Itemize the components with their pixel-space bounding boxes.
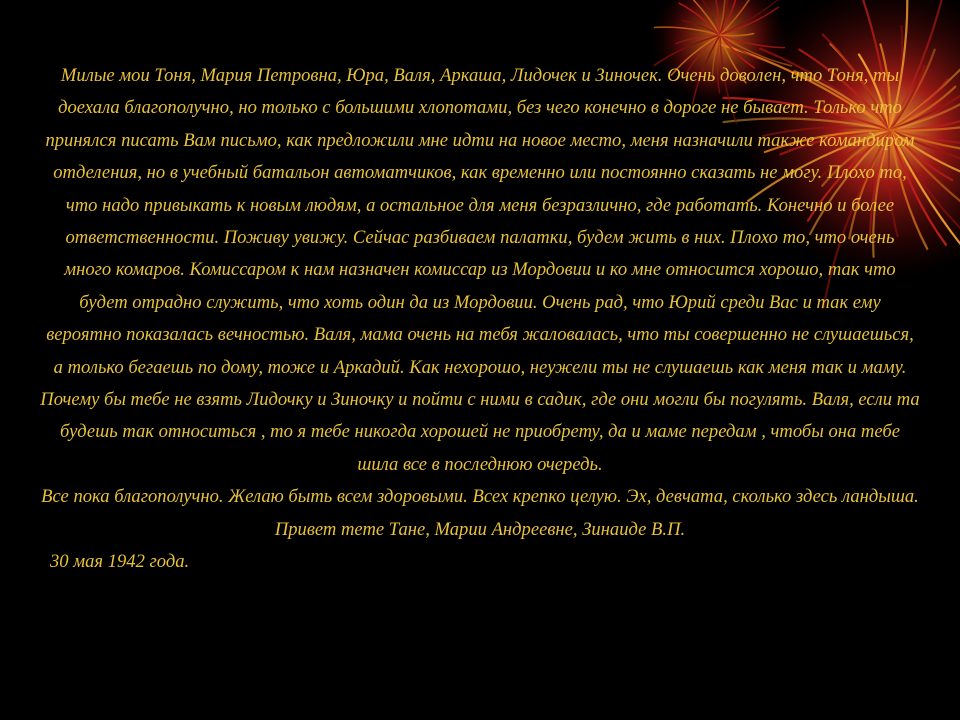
- letter-closing: Все пока благополучно. Желаю быть всем здоровыми. Всех крепко целую. Эх, девчата, сколько здесь ландыша. Привет тете Тане, Марии Андреевне, Зинаиде В.П.: [41, 486, 919, 540]
- letter-text: [40, 60, 920, 579]
- letter-date: 30 мая 1942 года.: [50, 551, 190, 573]
- letter-body: Милые мои Тоня, Мария Петровна, Юра, Валя, Аркаша, Лидочек и Зиночек. Очень доволен, что Тоня, ты доехала благополучно, но только с большими хлопотами, без чего конечно в дороге не бывает. Только что принялся писать Вам письмо, как предложили мне идти на новое место, меня назначили также командиром отделения, но в учебный батальон автоматчиков, как временно или постоянно сказать не могу. Плохо то, что надо привыкать к новым людям, а остальное для меня безразлично, где работать. Конечно и более ответственности. Поживу увижу. Сейчас разбиваем палатки, будем жить в них. Плохо то, что очень много комаров. Комиссаром к нам назначен комиссар из Мордовии и ко мне относится хорошо, так что будет отрадно служить, что хоть один да из Мордовии. Очень рад, что Юрий среди Вас и так ему вероятно показалась вечностью. Валя, мама очень на тебя жаловалась, что ты совершенно не слушаешься, а только бегаешь по дому, тоже и Аркадий. Как нехорошо, неужели ты не слушаешь как меня так и маму. Почему бы тебе не взять Лидочку и Зиночку и пойти с ними в садик, где они могли бы погулять. Валя, если та будешь так относиться , то я тебе никогда хорошей не приобрету, да и маме передам , чтобы она тебе шила все в последнюю очередь.: [40, 65, 920, 475]
